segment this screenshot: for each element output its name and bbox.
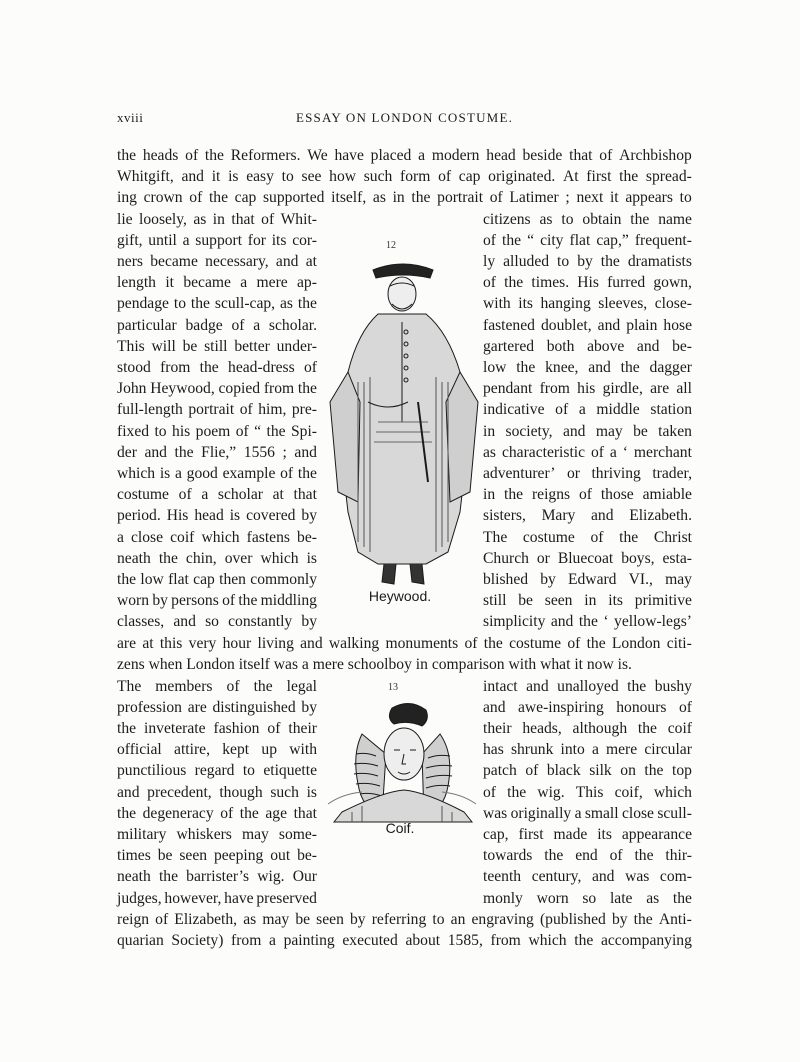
coif-engraving — [322, 694, 482, 824]
text-line: and awe-inspiring honours of — [483, 698, 692, 716]
text-line: has shrunk into a mere circular — [483, 741, 692, 759]
running-title: ESSAY ON LONDON COSTUME. — [295, 110, 514, 125]
text-line: their heads, although the coif — [483, 719, 692, 737]
text-line: costume of a scholar at that — [117, 486, 317, 504]
text-line: are at this very hour living and walking monuments of the costume of the London citi- — [117, 635, 692, 652]
text-line: and precedent, though such is — [117, 783, 317, 801]
figure-13-number: 13 — [388, 682, 398, 693]
text-line: reign of Elizabeth, as may be seen by referring to an engraving (published by the Anti- — [117, 911, 692, 928]
text-line: was originally a small close scull- — [483, 804, 692, 822]
text-line: Church or Bluecoat boys, esta- — [483, 549, 692, 567]
text-line: adventurer’ or thriving trader, — [483, 464, 692, 482]
text-line: patch of black silk on the top — [483, 762, 692, 780]
text-line: zens when London itself was a mere schoolboy in comparison with what it now is. — [117, 656, 632, 674]
text-line: particular badge of a scholar. — [117, 316, 317, 334]
text-line: ing crown of the cap supported itself, as in the portrait of Latimer ; next it appears to — [117, 189, 692, 207]
text-line: classes, and so constantly by — [117, 613, 317, 631]
text-line: fixed to his poem of “ the Spi- — [117, 422, 317, 440]
page-number: xviii — [117, 110, 144, 125]
text-line: quarian Society) from a painting executed about 1585, from which the accompanying — [117, 932, 692, 950]
text-line: military whiskers may some- — [117, 825, 317, 843]
text-line: official attire, kept up with — [117, 741, 317, 759]
text-line: teenth century, and was com- — [483, 868, 692, 886]
text-line: which is a good example of the — [117, 464, 317, 482]
text-line: pendant from his girdle, are all — [483, 380, 692, 398]
text-line: ners became necessary, and at — [117, 252, 317, 270]
text-line: the degeneracy of the age that — [117, 804, 317, 822]
text-line: of the times. His furred gown, — [483, 274, 692, 292]
text-line: the low flat cap then commonly — [117, 570, 317, 588]
text-line: fastened doublet, and plain hose — [483, 316, 692, 334]
text-line: simplicity and the ‘ yellow-legs’ — [483, 613, 692, 631]
text-line: This will be still better under- — [117, 337, 317, 355]
text-line: gartered both above and be- — [483, 337, 692, 355]
text-line: der and the Flie,” 1556 ; and — [117, 443, 317, 461]
text-line: low the knee, and the dagger — [483, 358, 692, 376]
text-line: cap, first made its appearance — [483, 825, 692, 843]
figure-13-caption: Coif. — [385, 820, 415, 836]
text-line: monly worn so late as the — [483, 889, 692, 907]
text-line: a close coif which fastens be- — [117, 528, 317, 546]
text-line: times be seen peeping out be- — [117, 847, 317, 865]
text-line: as characteristic of a ‘ merchant — [483, 443, 692, 461]
text-line: lie loosely, as in that of Whit- — [117, 210, 317, 228]
text-line: the inveterate fashion of their — [117, 719, 317, 737]
text-line: intact and unalloyed the bushy — [483, 677, 692, 695]
text-line: of the wig. This coif, which — [483, 783, 692, 801]
text-line: neath the barrister’s wig. Our — [117, 868, 317, 886]
text-line: punctilious regard to etiquette — [117, 762, 317, 780]
text-line: towards the end of the thir- — [483, 847, 692, 865]
text-line: full-length portrait of him, pre- — [117, 401, 317, 419]
text-line: gift, until a support for its cor- — [117, 231, 317, 249]
text-line: period. His head is covered by — [117, 507, 317, 525]
text-line: length it became a mere ap- — [117, 274, 317, 292]
text-line: profession are distinguished by — [117, 698, 317, 716]
text-line: pendage to the scull-cap, as the — [117, 295, 317, 313]
text-line: The costume of the Christ — [483, 528, 692, 546]
text-line: sisters, Mary and Elizabeth. — [483, 507, 692, 525]
text-line: of the “ city flat cap,” frequent- — [483, 231, 692, 249]
text-line: in the reigns of those amiable — [483, 486, 692, 504]
text-line: still be seen in its primitive — [483, 592, 692, 610]
text-line: with its hanging sleeves, close- — [483, 295, 692, 313]
text-line: stood from the head-dress of — [117, 358, 317, 376]
text-line: ly alluded to by the dramatists — [483, 252, 692, 270]
text-line: the heads of the Reformers. We have placed a modern head beside that of Archbishop — [117, 147, 692, 164]
text-line: in society, and may be taken — [483, 422, 692, 440]
text-line: Whitgift, and it is easy to see how such form of cap originated. At first the spread- — [117, 168, 692, 186]
text-line: The members of the legal — [117, 677, 317, 695]
text-line: judges, however, have preserved — [117, 889, 317, 907]
text-line: John Heywood, copied from the — [117, 380, 317, 398]
text-line: worn by persons of the middling — [117, 592, 317, 610]
text-line: indicative of a middle station — [483, 401, 692, 419]
figure-12-caption: Heywood. — [368, 588, 432, 604]
text-line: blished by Edward VI., may — [483, 570, 692, 588]
text-line: citizens as to obtain the name — [483, 210, 692, 228]
heywood-engraving — [318, 252, 488, 592]
figure-12-number: 12 — [386, 240, 396, 251]
running-head — [117, 110, 692, 132]
text-line: neath the chin, over which is — [117, 549, 317, 567]
